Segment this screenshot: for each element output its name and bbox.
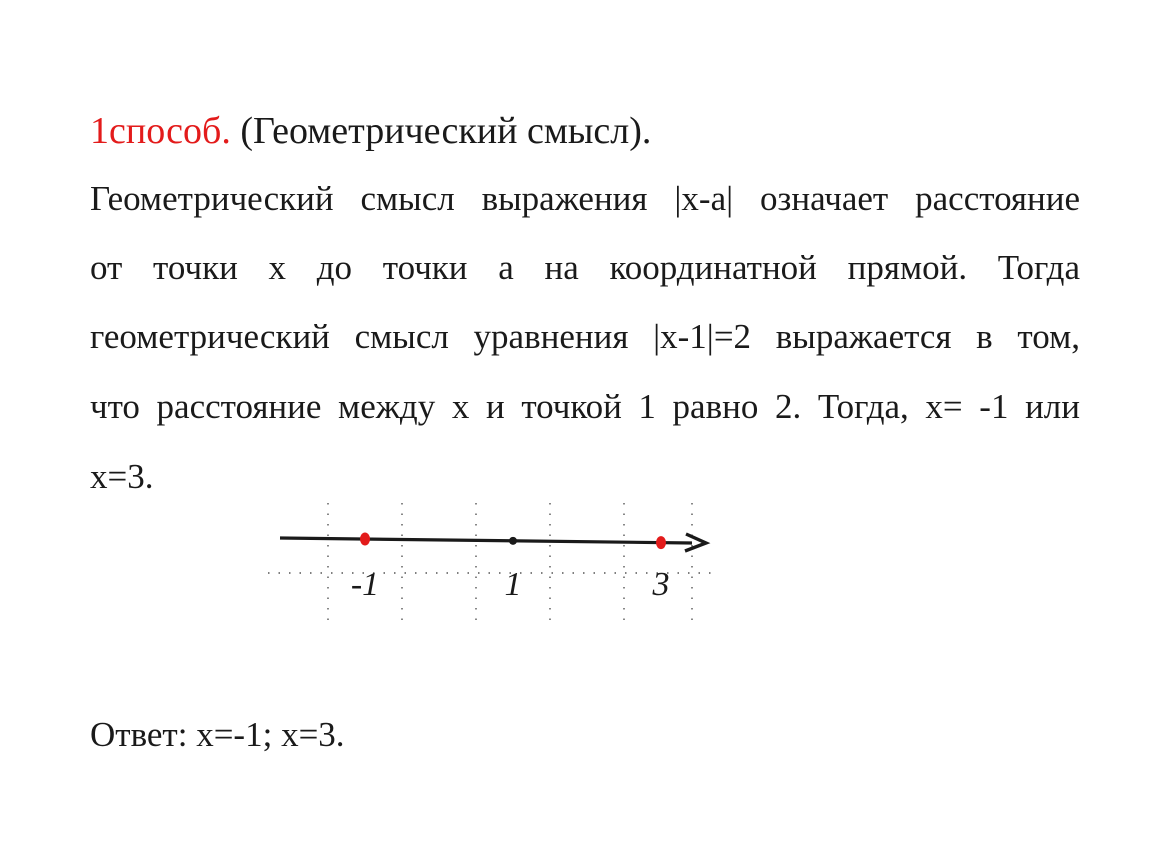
solution-point-marker (360, 533, 370, 546)
point-label: 3 (652, 566, 670, 603)
solution-point-marker (656, 536, 666, 549)
number-line-point (351, 533, 379, 603)
method-title: (Геометрический смысл). (230, 110, 652, 152)
method-heading (90, 106, 651, 156)
grid-dots (268, 503, 715, 623)
paragraph-line: от точки x до точки a на координатной прямой. Тогда (90, 248, 1080, 287)
paragraph-line: x=3. (90, 457, 154, 496)
number-line-diagram (260, 495, 730, 635)
reference-point-marker (509, 537, 517, 545)
number-line-axis (280, 538, 692, 543)
number-line-point (652, 536, 670, 603)
paragraph-line: что расстояние между x и точкой 1 равно 2. Тогда, x= -1 или (90, 387, 1080, 426)
method-label: 1способ. (90, 110, 231, 152)
paragraph-line: геометрический смысл уравнения |x-1|=2 выражается в том, (90, 317, 1080, 356)
answer-text: Ответ: x=-1; x=3. (90, 715, 345, 754)
point-label: 1 (504, 566, 522, 603)
point-label: -1 (350, 566, 380, 603)
number-line-point (505, 537, 522, 603)
paragraph-line: Геометрический смысл выражения |x-a| означает расстояние (90, 179, 1080, 218)
